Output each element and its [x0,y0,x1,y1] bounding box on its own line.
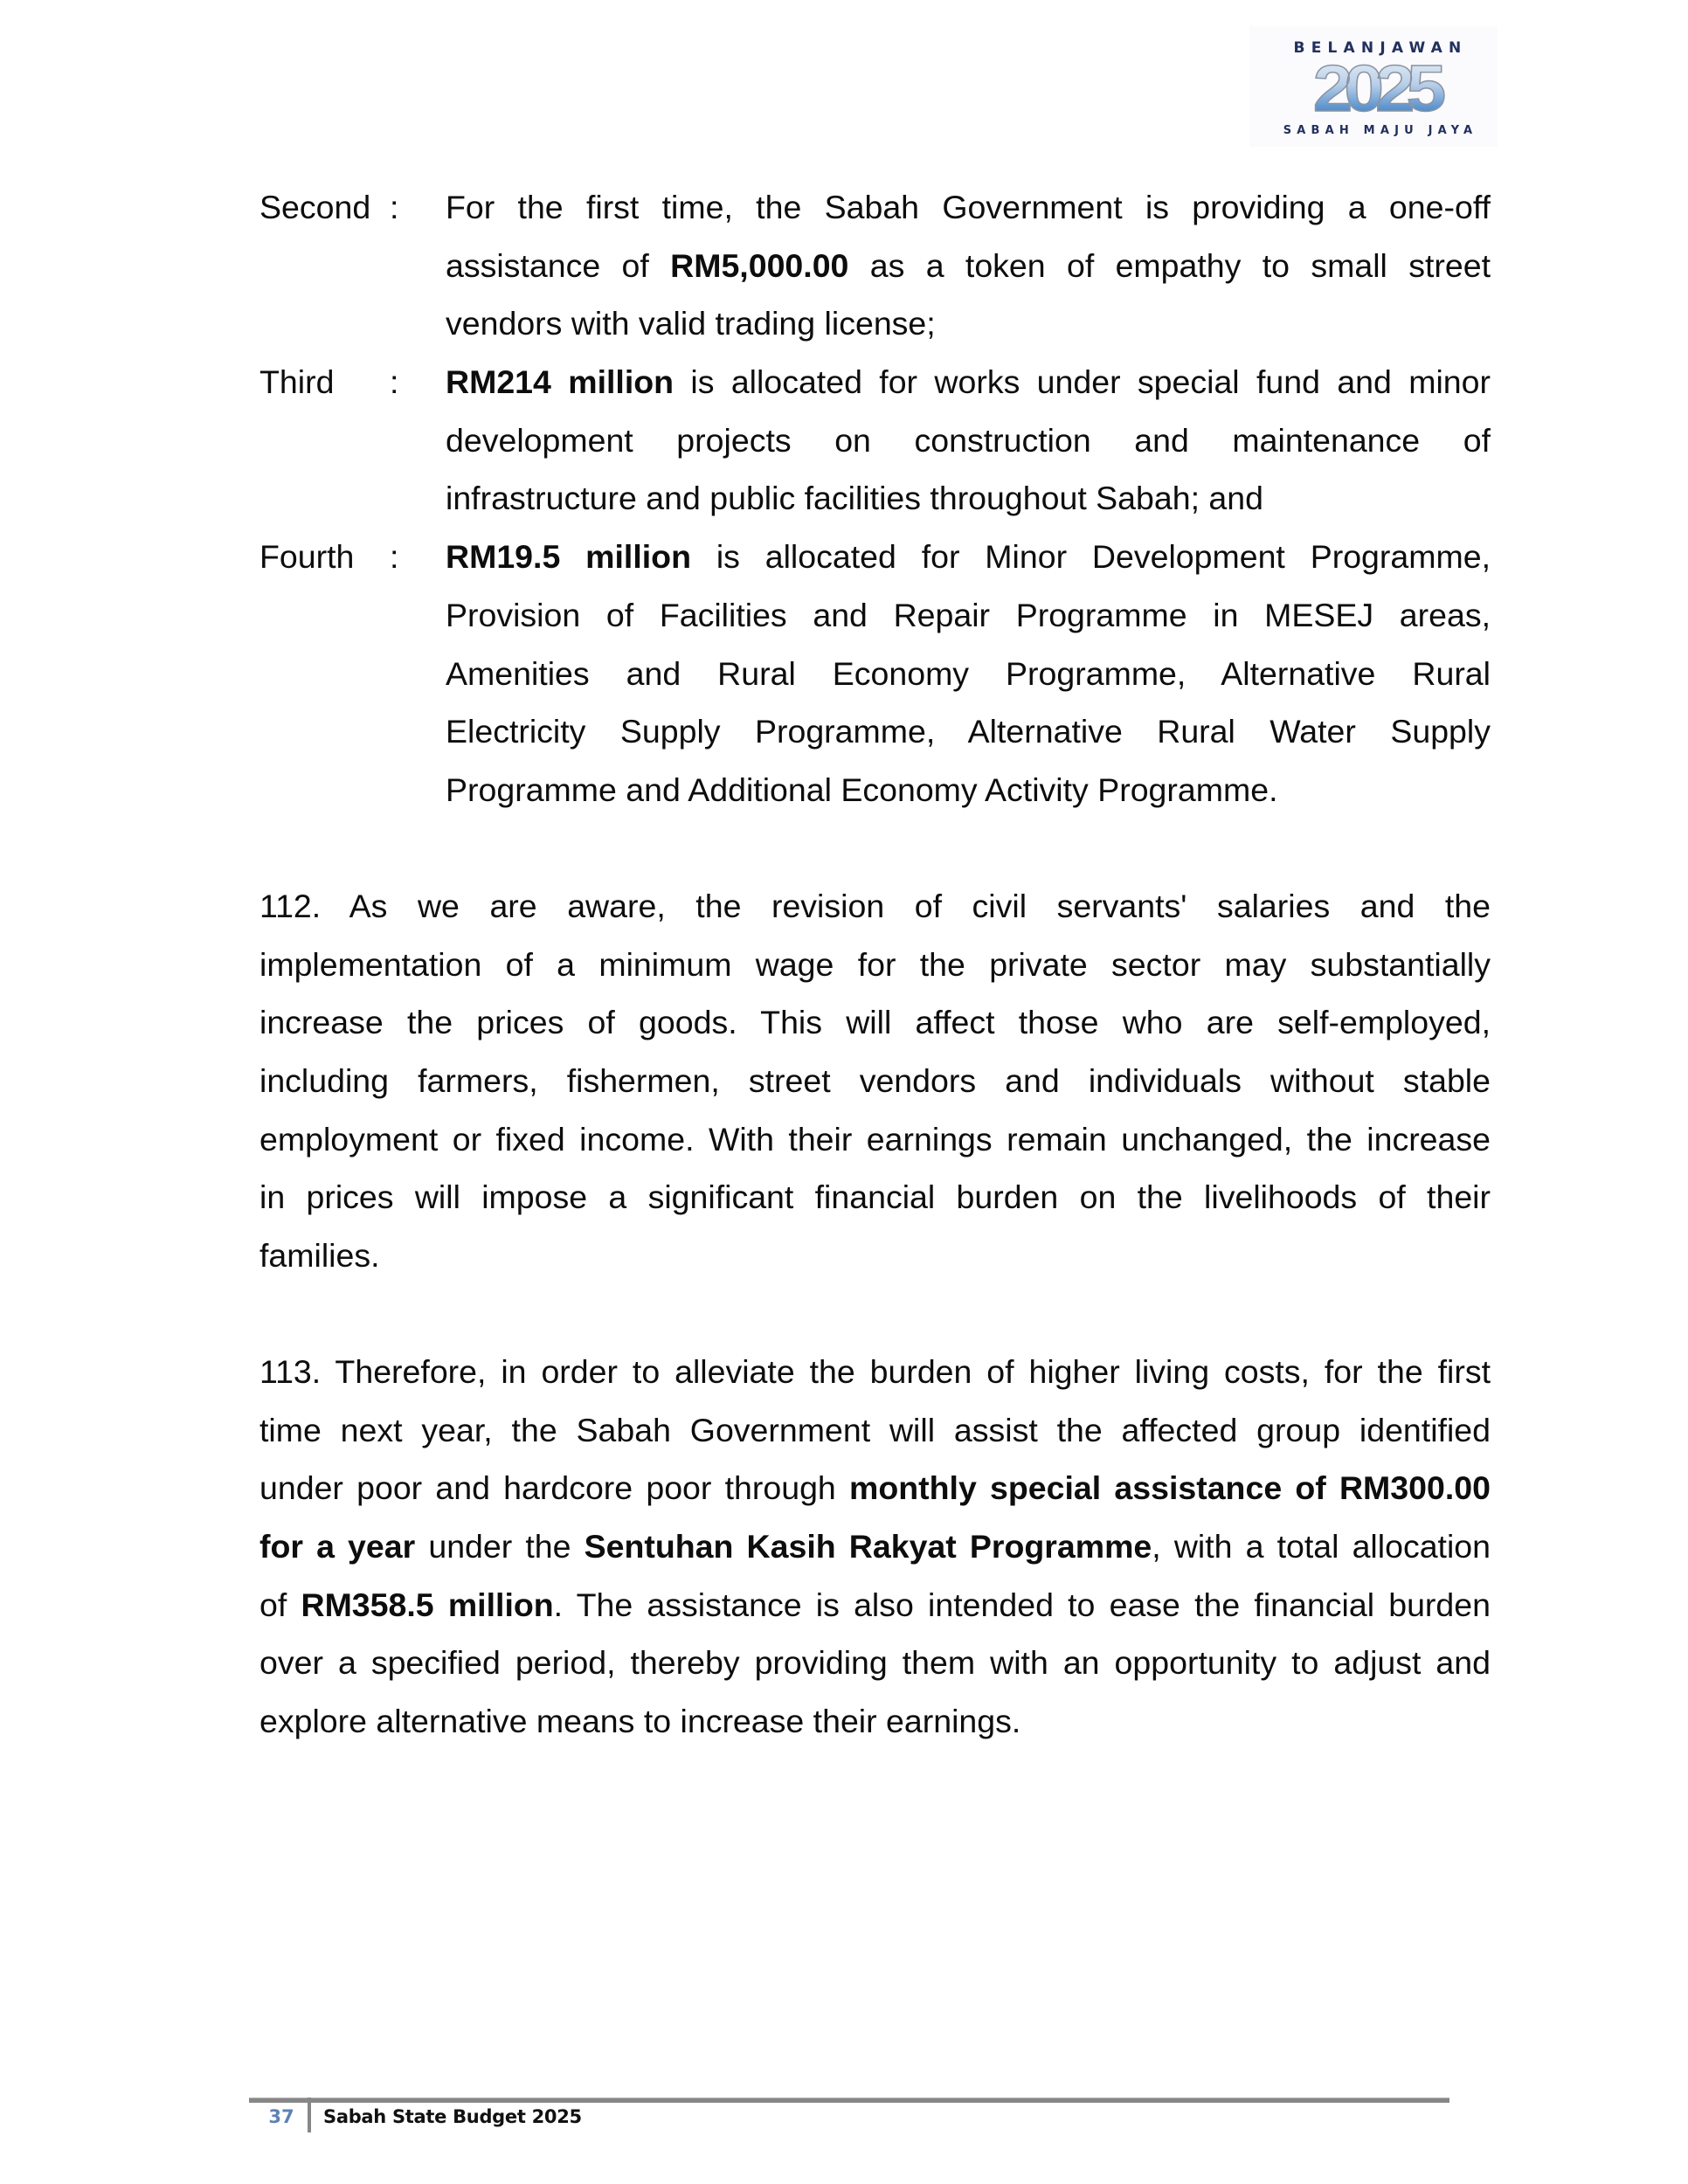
bold-text: RM358.5 million [301,1586,554,1623]
text-run: of [259,1586,301,1623]
text-run: under the [415,1528,585,1565]
text-run: 113. Therefore, in order to alleviate the burden of higher living costs, for the first [259,1353,1491,1390]
logo-year-graphic [1283,59,1468,121]
text-run: , with a total allocation [1152,1528,1491,1565]
bold-text: RM214 million [446,363,675,401]
list-item-fourth [259,528,1491,819]
text-line [446,645,1491,703]
text-line [259,1227,1491,1285]
text-run: time next year, the Sabah Government will assist the affected group identified [259,1411,1491,1448]
text-run: development projects on construction and maintenance of [446,421,1491,459]
bold-text: RM19.5 million [446,538,691,576]
text-run: infrastructure and public facilities throughout Sabah; and [446,480,1263,517]
text-run: under poor and hardcore poor through [259,1469,849,1507]
bold-text: for a year [259,1528,416,1565]
text-run: Amenities and Rural Economy Programme, Alternative Rural [446,654,1491,692]
text-line [446,353,1491,411]
text-run: employment or fixed income. With their earnings remain unchanged, the increase [259,1120,1491,1158]
list-item-body [446,528,1491,819]
text-line [259,1576,1491,1635]
text-line [446,761,1491,819]
list-item-separator: : [390,189,399,225]
text-run: increase the prices of goods. This will affect those who are self-employed, [259,1004,1491,1041]
text-line [259,1634,1491,1692]
text-line [259,877,1491,936]
text-run: implementation of a minimum wage for the private sector may substantially [259,945,1491,983]
list-item-label: Third [259,363,335,401]
text-line [259,1692,1491,1751]
text-run: in prices will impose a significant financial burden on the livelihoods of their [259,1178,1491,1216]
text-run: . The assistance is also intended to ease the financial burden [553,1586,1491,1623]
text-line [259,1517,1491,1576]
text-run: over a specified period, thereby providing them with an opportunity to adjust and [259,1644,1491,1682]
text-run: For the first time, the Sabah Government is providing a one-off [446,189,1491,225]
text-run: vendors with valid trading license; [446,305,936,342]
text-line [259,1459,1491,1517]
text-line [259,1110,1491,1169]
text-run: is allocated for works under special fund and minor [674,363,1491,401]
paragraph-112 [259,877,1491,1285]
text-line [446,702,1491,761]
text-line [259,1168,1491,1227]
text-line [446,178,1491,237]
bold-text: RM5,000.00 [670,246,849,284]
text-run: is allocated for Minor Development Programme, [690,538,1491,576]
list-item-body [446,353,1491,528]
text-run: Electricity Supply Programme, Alternative Rural Water Supply [446,713,1491,750]
budget-2025-logo [1249,26,1498,147]
list-item-label: Second [259,189,371,225]
text-line [446,237,1491,295]
text-run: 112. As we are aware, the revision of civil servants' salaries and the [259,888,1491,924]
list-item-separator: : [390,538,399,576]
text-line [259,1343,1491,1401]
list-item-label: Fourth [259,538,355,576]
text-line [446,294,1491,353]
text-run: assistance of [446,246,671,284]
bold-text: monthly special assistance of RM300.00 [848,1469,1491,1507]
list-item-separator: : [390,363,399,401]
text-line [259,936,1491,994]
text-line [259,1052,1491,1110]
footer-document-title: Sabah State Budget 2025 [323,2106,582,2127]
text-line [446,469,1491,528]
text-line [259,1401,1491,1460]
list-item-body [446,178,1491,353]
footer-divider [308,2098,311,2132]
svg-text:2025: 2025 [1312,59,1438,121]
list-item-third [259,353,1491,528]
footer-rule [249,2098,1449,2103]
text-run: as a token of empathy to small street [848,246,1491,284]
logo-title-text: BELANJAWAN [1293,39,1468,57]
text-run: Programme and Additional Economy Activity Programme. [446,771,1278,808]
text-run: including farmers, fishermen, street vendors and individuals without stable [259,1062,1491,1100]
bold-text: Sentuhan Kasih Rakyat Programme [584,1528,1152,1565]
text-run: Provision of Facilities and Repair Programme in MESEJ areas, [446,596,1491,633]
text-line [259,993,1491,1052]
logo-slogan-text: SABAH MAJU JAYA [1283,124,1478,137]
page-number: 37 [268,2106,294,2127]
text-line [446,528,1491,586]
text-line [446,411,1491,470]
text-run: explore alternative means to increase their earnings. [259,1703,1021,1740]
text-line [446,586,1491,645]
list-item-second [259,178,1491,353]
paragraph-113 [259,1343,1491,1751]
text-run: families. [259,1237,380,1275]
